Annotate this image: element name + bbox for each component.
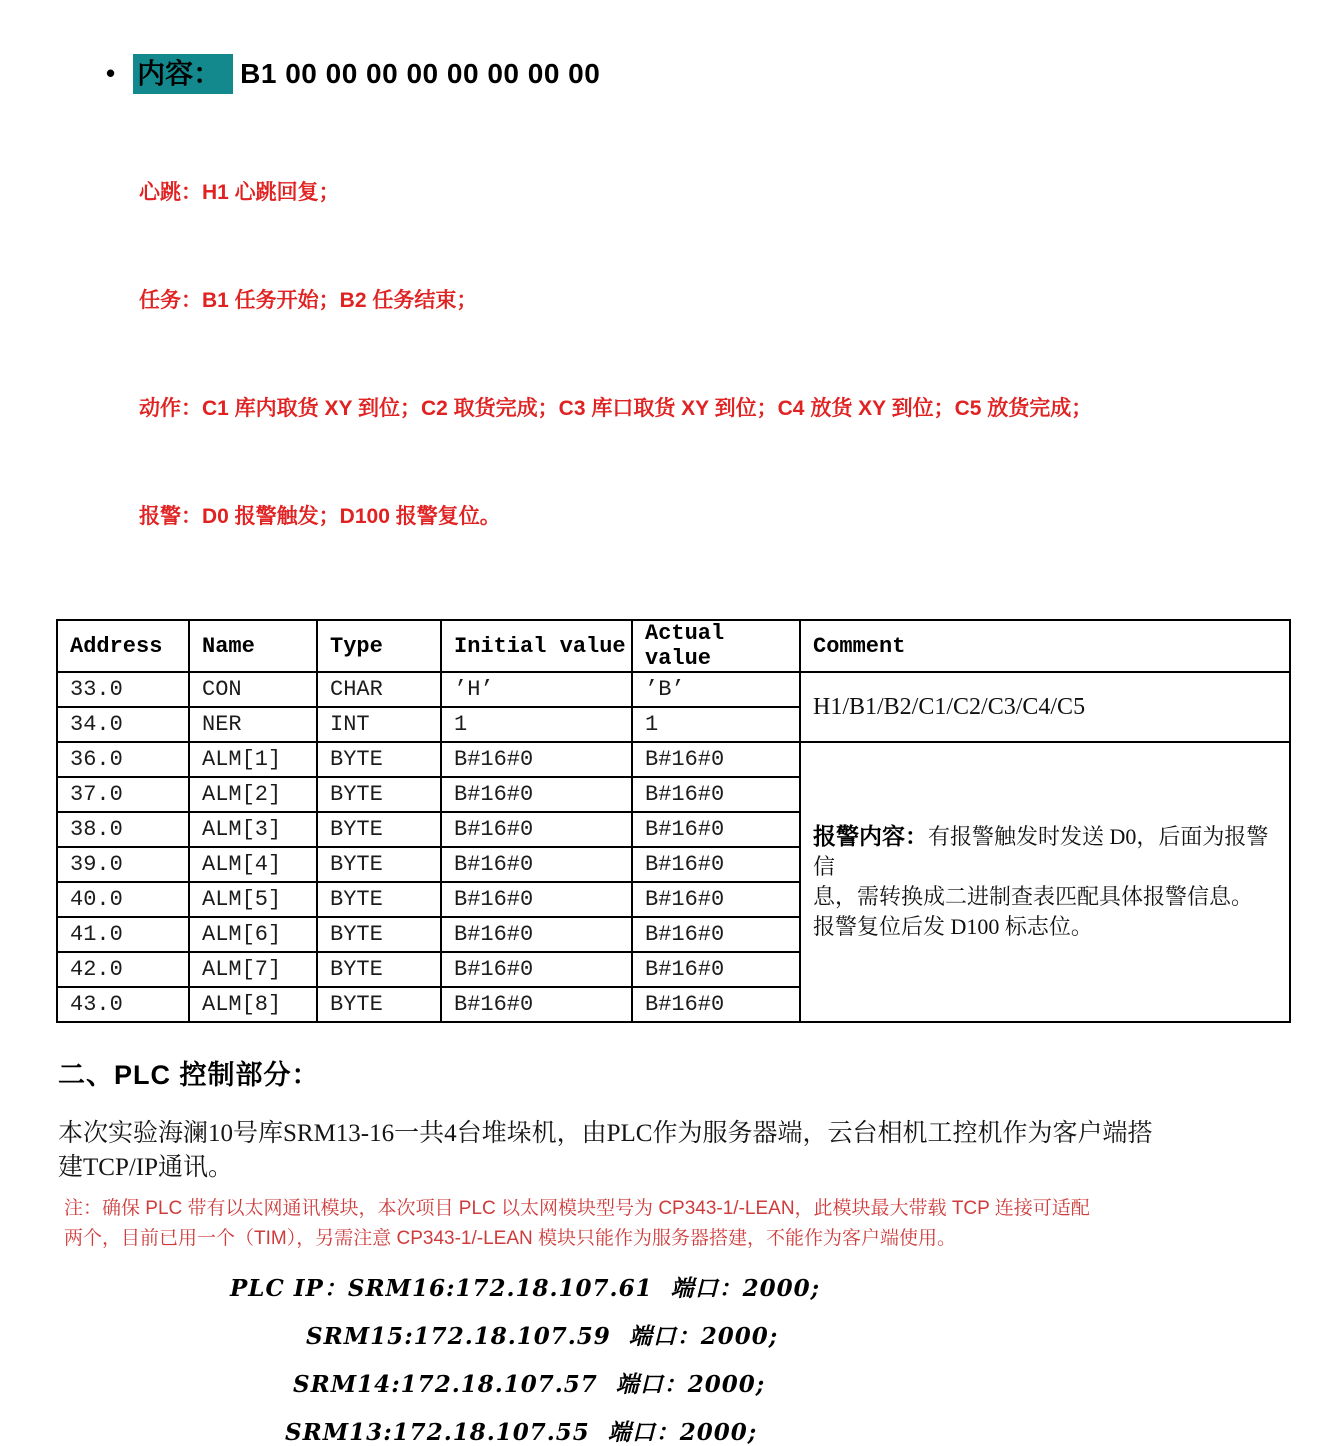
column-header-name: Name [189, 620, 317, 672]
cell-actual-value: B#16#0 [632, 777, 800, 812]
cell-type: BYTE [317, 742, 441, 777]
note-line2: 两个，目前已用一个（TIM），另需注意 CP343-1/-LEAN 模块只能作为服务器搭建，不能作为客户端使用。 [64, 1228, 957, 1250]
cell-actual-value: 1 [632, 707, 800, 742]
plc-ip-line-srm15: SRM15:172.18.107.59 端口：2000; [306, 1323, 779, 1351]
cell-initial-value: B#16#0 [441, 742, 632, 777]
cell-address: 34.0 [57, 707, 189, 742]
cell-name: ALM[8] [189, 987, 317, 1022]
cell-initial-value: ’H’ [441, 672, 632, 707]
cell-name: ALM[3] [189, 812, 317, 847]
content-hex-value: B1 00 00 00 00 00 00 00 00 [240, 58, 601, 90]
cell-type: BYTE [317, 847, 441, 882]
cell-name: NER [189, 707, 317, 742]
cell-actual-value: B#16#0 [632, 812, 800, 847]
body-paragraph-line1: 本次实验海澜10号库SRM13-16一共4台堆垛机，由PLC作为服务器端，云台相机工控机作为客户端搭 [58, 1120, 1153, 1148]
cell-comment-signals: H1/B1/B2/C1/C2/C3/C4/C5 [800, 672, 1290, 742]
protocol-line-heartbeat: 心跳：H1 心跳回复； [139, 181, 340, 205]
protocol-line-action: 动作：C1 库内取货 XY 到位；C2 取货完成；C3 库口取货 XY 到位；C4 放货 XY 到位；C5 放货完成； [139, 397, 1093, 421]
cell-name: ALM[6] [189, 917, 317, 952]
cell-name: ALM[7] [189, 952, 317, 987]
content-bullet-item [106, 54, 1344, 94]
cell-initial-value: B#16#0 [441, 987, 632, 1022]
plc-ip-line-srm16: PLC IP：SRM16:172.18.107.61 端口：2000; [230, 1275, 821, 1303]
cell-name: ALM[1] [189, 742, 317, 777]
column-header-actual-value: Actual value [632, 620, 800, 672]
cell-type: BYTE [317, 882, 441, 917]
cell-type: INT [317, 707, 441, 742]
cell-type: BYTE [317, 952, 441, 987]
cell-type: CHAR [317, 672, 441, 707]
cell-actual-value: B#16#0 [632, 917, 800, 952]
cell-address: 42.0 [57, 952, 189, 987]
column-header-initial-value: Initial value [441, 620, 632, 672]
table-row [57, 742, 1290, 777]
cell-actual-value: B#16#0 [632, 987, 800, 1022]
table-row [57, 672, 1290, 707]
cell-name: ALM[4] [189, 847, 317, 882]
table-header-row [57, 620, 1290, 672]
cell-actual-value: ’B’ [632, 672, 800, 707]
cell-address: 33.0 [57, 672, 189, 707]
cell-address: 37.0 [57, 777, 189, 812]
column-header-type: Type [317, 620, 441, 672]
cell-initial-value: B#16#0 [441, 812, 632, 847]
plc-ip-line-srm14: SRM14:172.18.107.57 端口：2000; [293, 1371, 766, 1399]
body-paragraph [58, 1117, 1344, 1185]
note-line1: 注：确保 PLC 带有以太网通讯模块，本次项目 PLC 以太网模块型号为 CP343-1/-LEAN，此模块最大带载 TCP 连接可适配 [64, 1198, 1090, 1220]
cell-address: 41.0 [57, 917, 189, 952]
section-heading-plc-control: 二、PLC 控制部分： [58, 1060, 320, 1091]
cell-type: BYTE [317, 987, 441, 1022]
cell-address: 40.0 [57, 882, 189, 917]
cell-actual-value: B#16#0 [632, 742, 800, 777]
document-page [0, 54, 1344, 1446]
plc-ip-line-srm13: SRM13:172.18.107.55 端口：2000; [285, 1419, 758, 1446]
cell-initial-value: B#16#0 [441, 952, 632, 987]
alarm-comment-lead: 报警内容： [813, 824, 928, 850]
note-red [64, 1194, 1344, 1254]
bullet-icon: • [106, 57, 116, 88]
plc-ip-list [0, 1277, 1344, 1445]
column-header-comment: Comment [800, 620, 1290, 672]
cell-actual-value: B#16#0 [632, 952, 800, 987]
body-paragraph-line2: 建TCP/IP通讯。 [58, 1154, 234, 1182]
cell-address: 39.0 [57, 847, 189, 882]
cell-comment-alarm [800, 742, 1290, 1022]
cell-initial-value: B#16#0 [441, 847, 632, 882]
cell-type: BYTE [317, 812, 441, 847]
alarm-comment-text: 报警内容：有报警触发时发送 D0，后面为报警信 息，需转换成二进制查表匹配具体报警信息。 报警复位后发 D100 标志位。 [813, 824, 1269, 940]
protocol-line-task: 任务：B1 任务开始；B2 任务结束； [139, 289, 478, 313]
cell-initial-value: 1 [441, 707, 632, 742]
cell-address: 36.0 [57, 742, 189, 777]
protocol-line-alarm: 报警：D0 报警触发；D100 报警复位。 [139, 505, 501, 529]
cell-actual-value: B#16#0 [632, 847, 800, 882]
column-header-address: Address [57, 620, 189, 672]
cell-type: BYTE [317, 777, 441, 812]
cell-initial-value: B#16#0 [441, 777, 632, 812]
content-label-highlighted: 内容： [133, 54, 233, 94]
protocol-definitions [139, 103, 1344, 607]
signal-table [56, 619, 1291, 1023]
cell-name: CON [189, 672, 317, 707]
cell-name: ALM[2] [189, 777, 317, 812]
cell-actual-value: B#16#0 [632, 882, 800, 917]
cell-type: BYTE [317, 917, 441, 952]
cell-name: ALM[5] [189, 882, 317, 917]
cell-address: 43.0 [57, 987, 189, 1022]
cell-address: 38.0 [57, 812, 189, 847]
cell-initial-value: B#16#0 [441, 917, 632, 952]
cell-initial-value: B#16#0 [441, 882, 632, 917]
